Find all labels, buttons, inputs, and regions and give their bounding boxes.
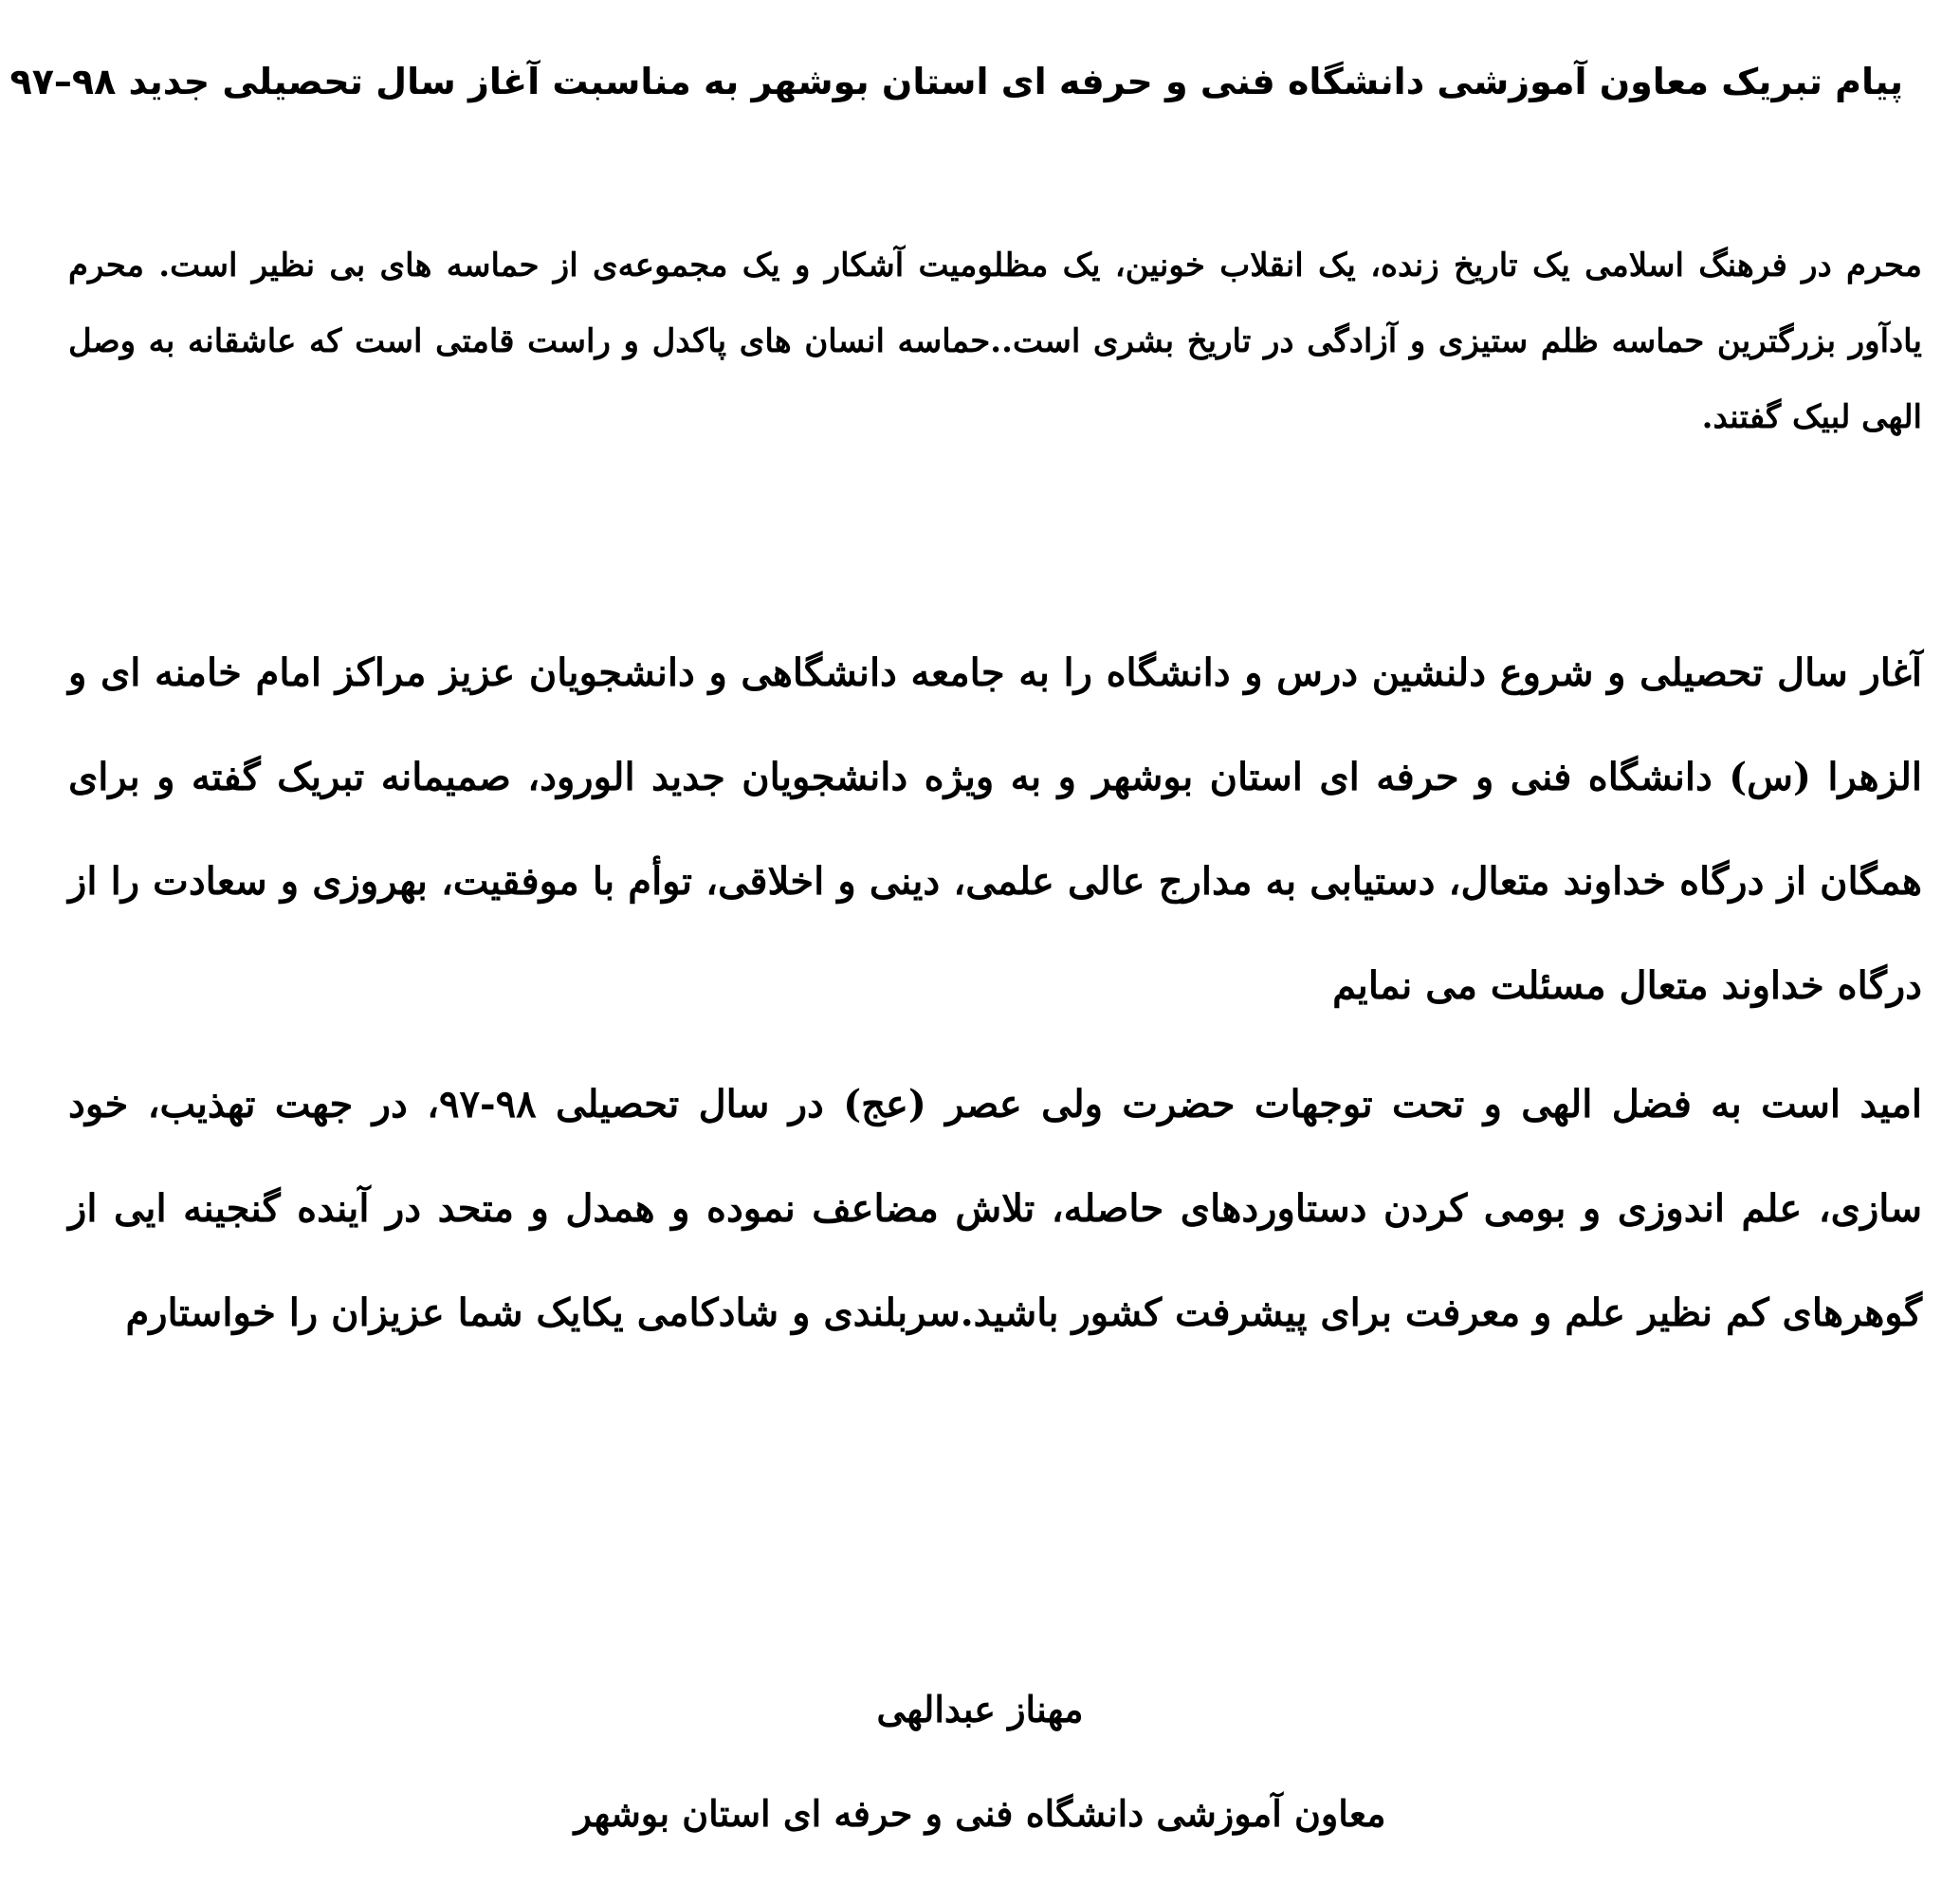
paragraph-congratulations: آغار سال تحصیلی و شروع دلنشین درس و دانشگاه را به جامعه دانشگاهی و دانشجویان عزیز مراکز امام خامنه ای و الزهرا (س) دانشگاه فنی و حرفه ای استان بوشهر و به ویژه دانشجویان جدید الورود، صمیمانه تبریک گفته و برای همگان از درگاه خداوند متعال، دستیابی به مدارج عالی علمی، دینی و اخلاقی، توأم با موفقیت، بهروزی و سعادت را از درگاه خداوند متعال مسئلت می نمایم [68,650,1922,1008]
document-title: پیام تبریک معاون آموزشی دانشگاه فنی و حرفه ای استان بوشهر به مناسبت آغاز سال تحصیلی جدید ۹۸–۹۷ [9,61,1903,103]
signature-name: مهناز عبدالهی [876,1688,1084,1730]
paragraph-muharram: محرم در فرهنگ اسلامی یک تاریخ زنده، یک انقلاب خونین، یک مظلومیت آشکار و یک مجموعه‌ی از حماسه های بی نظیر است. محرم یادآور بزرگترین حماسه ظلم ستیزی و آزادگی در تاریخ بشری است..حماسه انسان های پاکدل و راست قامتی است که عاشقانه به وصل الهی لبیک گفتند. [68,247,1922,436]
signature-position: معاون آموزشی دانشگاه فنی و حرفه ای استان بوشهر [574,1792,1386,1835]
paragraph-hope: امید است به فضل الهی و تحت توجهات حضرت ولی عصر (عج) در سال تحصیلی ۹۸-۹۷، در جهت تهذیب، خود سازی، علم اندوزی و بومی کردن دستاوردهای حاصله، تلاش مضاعف نموده و همدل و متحد در آینده گنجینه ایی از گوهرهای کم نظیر علم و معرفت برای پیشرفت کشور باشید.سربلندی و شادکامی یکایک شما عزیزان را خواستارم [68,1082,1922,1335]
